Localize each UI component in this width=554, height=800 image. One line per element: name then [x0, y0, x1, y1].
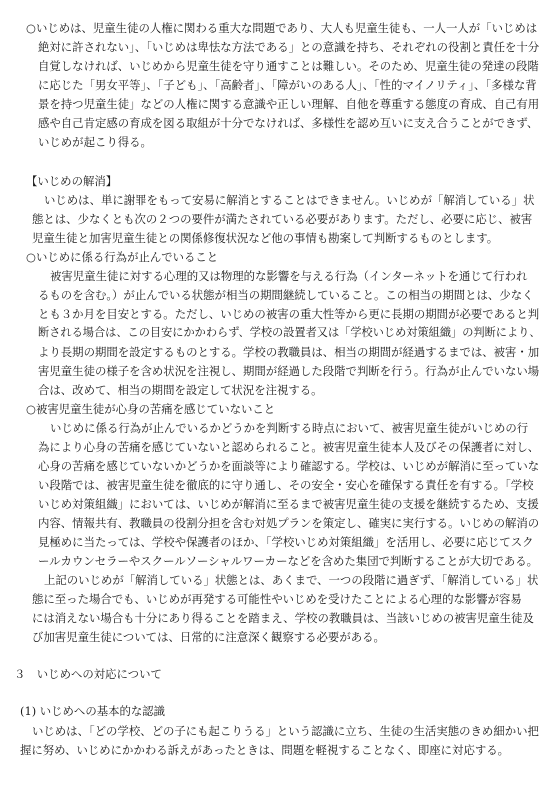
text-line: ○いじめは、児童生徒の人権に関わる重大な問題であり、大人も児童生徒も、一人一人が「いじめは — [26, 21, 538, 35]
text-line: に応じた「男女平等」、「子ども」、「高齢者」、「障がいのある人」、「性的マイノリティ」、「多様な背 — [38, 78, 537, 92]
text-line: いじめが起こり得る。 — [38, 135, 152, 149]
text-line: 感や自己肯定感の育成を図る取組が十分でなければ、多様性を認め互いに支え合うことができず、 — [38, 116, 539, 130]
text-line: には消えない場合も十分にあり得ることを踏まえ、学校の教職員は、当該いじめの被害児童生徒及 — [32, 611, 534, 625]
text-line: 景を持つ児童生徒」などの人権に関する意識や正しい理解、自他を尊重する態度の育成、自己有用 — [38, 97, 540, 111]
subheading: ○いじめに係る行為が止んでいること — [26, 250, 219, 264]
text-line: 見極めに当たっては、学校や保護者のほか、「学校いじめ対策組織」を活用し、必要に応じてスク — [38, 535, 534, 549]
text-line: るものを含む。）が止んでいる状態が相当の期間継続していること。この相当の期間とは、少なく — [38, 288, 534, 302]
text-line: いじめは、単に謝罪をもって安易に解消とすることはできません。いじめが「解消している」状 — [44, 193, 535, 207]
text-line: 心身の苦痛を感じていないかどうかを面談等により確認する。学校は、いじめが解消に至っていな — [38, 459, 540, 473]
text-line: いじめ対策組織」においては、いじめが解消に至るまで被害児童生徒の支援を継続するため、支援 — [38, 497, 539, 511]
subsection-heading: (1) いじめへの基本的な認識 — [20, 704, 166, 718]
text-line: 絶対に許されない」、「いじめは卑怯な方法である」との意識を持ち、それぞれの役割と責任を十分 — [38, 40, 540, 54]
text-line: ールカウンセラーやスクールソーシャルワーカーなどを含めた集団で判断することが大切である。 — [38, 554, 539, 568]
text-line: 合は、改めて、相当の期間を設定して状況を注視する。 — [38, 383, 323, 397]
section-heading: ３ いじめへの対応について — [14, 667, 162, 681]
text-line: 握に努め、いじめにかかわる訴えがあったときは、問題を軽視することなく、即座に対応する。 — [20, 743, 510, 757]
text-line: 被害児童生徒に対する心理的又は物理的な影響を与える行為（インターネットを通じて行われ — [50, 269, 528, 283]
text-line: い段階では、被害児童生徒を徹底的に守り通し、その安全・安心を確保する責任を有する。「学校 — [38, 478, 534, 492]
subheading: ○被害児童生徒が心身の苦痛を感じていないこと — [26, 402, 276, 416]
text-line: 自覚しなければ、いじめから児童生徒を守り通すことは難しい。そのため、児童生徒の発達の段階 — [38, 59, 539, 73]
text-line: いじめは、「どの学校、どの子にも起こりうる」という認識に立ち、生徒の生活実態のきめ細かい把 — [32, 724, 539, 738]
text-line: 害児童生徒の様子を含め状況を注視し、期間が経過した段階で判断を行う。行為が止んでいない場 — [38, 364, 540, 378]
text-line: 内容、情報共有、教職員の役割分担を含む対処プランを策定し、確実に実行する。いじめの解消の — [38, 516, 540, 530]
text-line: とも３か月を目安とする。ただし、いじめの被害の重大性等から更に長期の期間が必要であると判 — [38, 307, 540, 321]
text-line: 断される場合は、この目安にかかわらず、学校の設置者又は「学校いじめ対策組織」の判断により、 — [38, 326, 541, 339]
text-line: より長期の期間を設定するものとする。学校の教職員は、相当の期間が経過するまでは、被害・加 — [38, 345, 540, 359]
text-line: 児童生徒と加害児童生徒との関係修復状況など他の事情も勘案して判断するものとします。 — [32, 231, 499, 245]
text-line: 上記のいじめが「解消している」状態とは、あくまで、一つの段階に過ぎず、「解消している」状 — [44, 573, 539, 587]
section-heading: 【いじめの解消】 — [26, 174, 118, 188]
text-line: 態とは、少なくとも次の２つの要件が満たされている必要があります。ただし、必要に応じ、被害 — [32, 212, 533, 226]
text-line: 為により心身の苦痛を感じていないと認められること。被害児童生徒本人及びその保護者に対し、 — [38, 440, 540, 454]
text-line: いじめに係る行為が止んでいるかどうかを判断する時点において、被害児童生徒がいじめの行 — [50, 421, 529, 435]
text-line: び加害児童生徒については、日常的に注意深く観察する必要がある。 — [32, 630, 385, 644]
text-line: 態に至った場合でも、いじめが再発する可能性やいじめを受けたことによる心理的な影響が容易 — [32, 592, 522, 606]
